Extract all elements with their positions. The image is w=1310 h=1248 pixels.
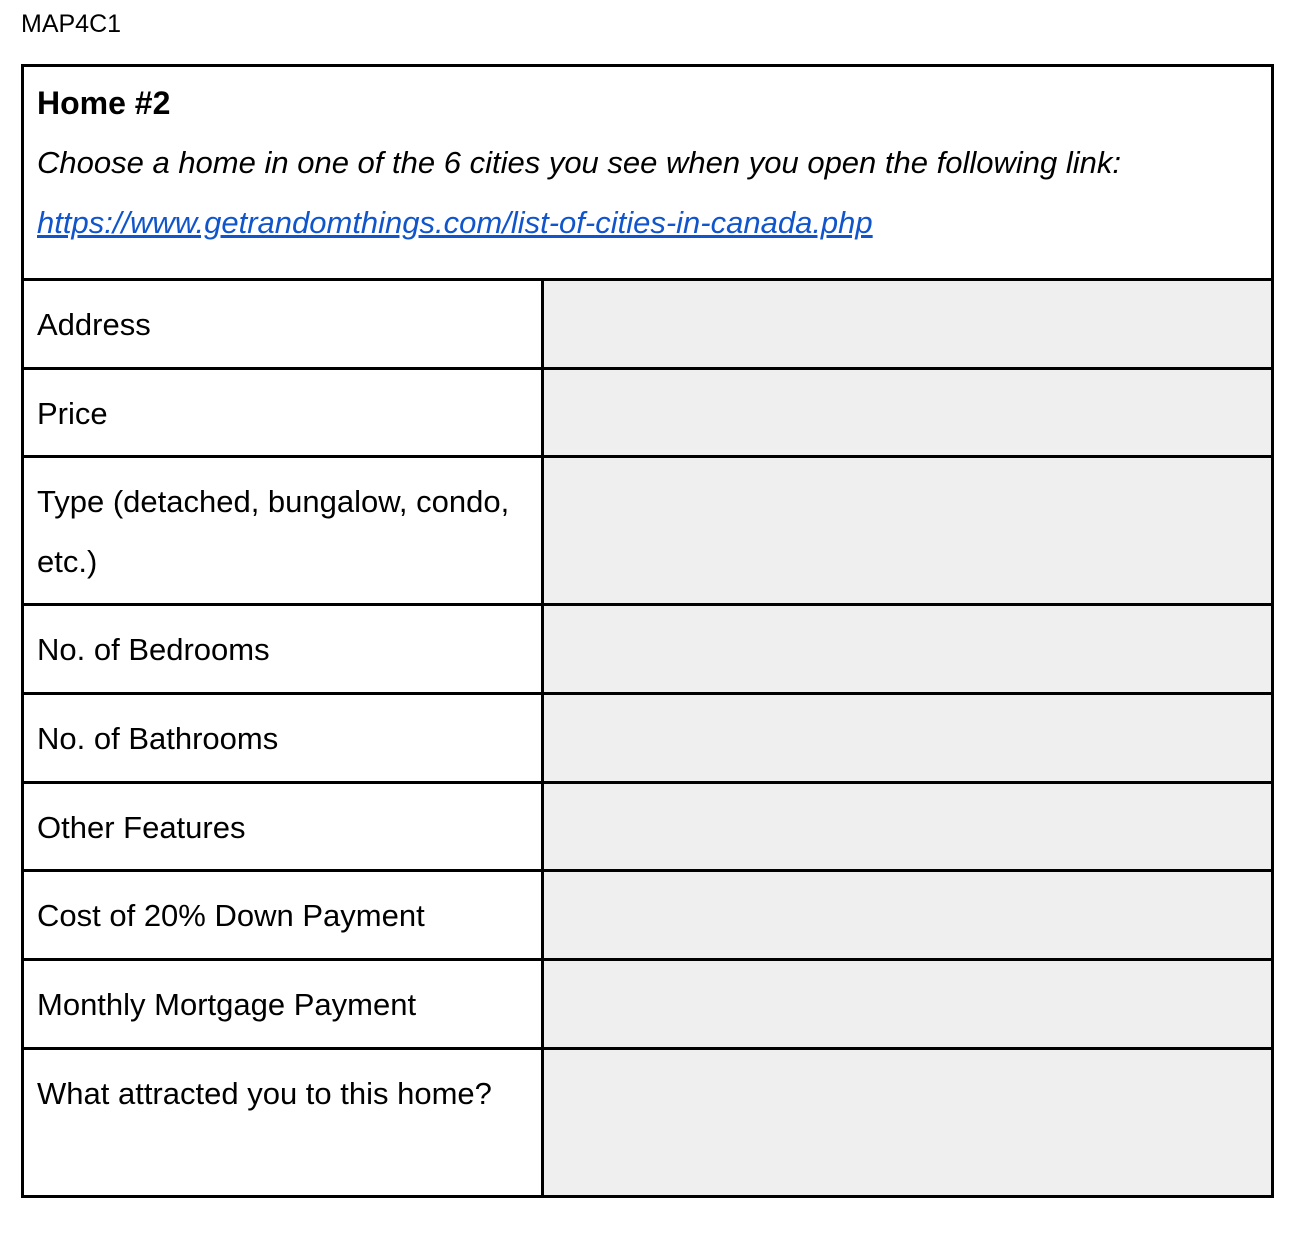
table-row-attraction [23,1049,1273,1197]
table-row-bathrooms [23,694,1273,783]
table-row-down-payment [23,871,1273,960]
table-row-mortgage-payment [23,960,1273,1049]
instructions-text: Choose a home in one of the 6 cities you see when you open the following link: [37,145,1121,180]
home-worksheet-table [21,64,1274,1198]
table-row-address [23,280,1273,369]
answer-cell-price[interactable] [543,369,1273,457]
row-label-down-payment: Cost of 20% Down Payment [23,871,543,960]
answer-cell-type[interactable] [543,457,1273,605]
row-label-bedrooms: No. of Bedrooms [23,605,543,694]
answer-cell-down-payment[interactable] [543,871,1273,960]
header-row [23,66,1273,280]
row-label-attraction: What attracted you to this home? [23,1049,543,1197]
table-row-price [23,369,1273,457]
answer-cell-attraction[interactable] [543,1049,1273,1197]
answer-cell-bedrooms[interactable] [543,605,1273,694]
row-label-other-features: Other Features [23,783,543,871]
header-cell [23,66,1273,280]
row-label-address: Address [23,280,543,369]
row-label-type: Type (detached, bungalow, condo, etc.) [23,457,543,605]
table-row-other-features [23,783,1273,871]
cities-link[interactable]: https://www.getrandomthings.com/list-of-cities-in-canada.php [37,205,873,240]
answer-cell-other-features[interactable] [543,783,1273,871]
answer-cell-mortgage-payment[interactable] [543,960,1273,1049]
row-label-mortgage-payment: Monthly Mortgage Payment [23,960,543,1049]
course-code: MAP4C1 [21,10,122,38]
home-title: Home #2 [37,85,171,121]
answer-cell-bathrooms[interactable] [543,694,1273,783]
table-row-bedrooms [23,605,1273,694]
table-row-type [23,457,1273,605]
row-label-price: Price [23,369,543,457]
row-label-bathrooms: No. of Bathrooms [23,694,543,783]
answer-cell-address[interactable] [543,280,1273,369]
